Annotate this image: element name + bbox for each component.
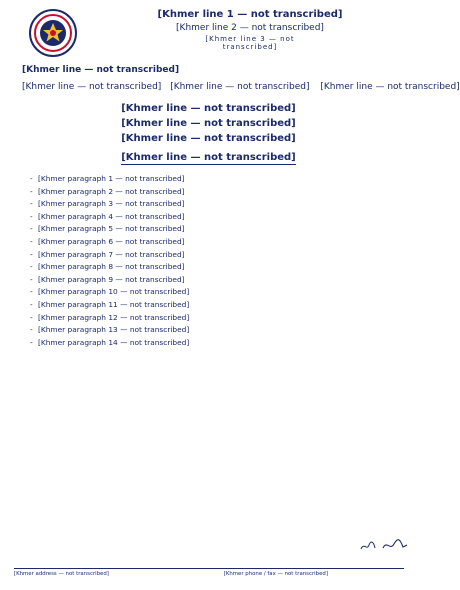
list-item: - [Khmer paragraph 2 — not transcribed] <box>30 187 405 198</box>
handwritten-signature-icon <box>382 538 408 552</box>
reference-number: [Khmer line — not transcribed] <box>170 82 310 92</box>
reference-code: [Khmer line — not transcribed] <box>320 82 460 92</box>
footer <box>14 571 406 578</box>
list-item: - [Khmer paragraph 8 — not transcribed] <box>30 262 405 273</box>
list-item: - [Khmer paragraph 12 — not transcribed] <box>30 313 405 324</box>
reference-line <box>22 81 460 93</box>
reference-label: [Khmer line — not transcribed] <box>22 82 162 92</box>
list-item: - [Khmer paragraph 9 — not transcribed] <box>30 275 405 286</box>
list-item: - [Khmer paragraph 10 — not transcribed] <box>30 287 405 298</box>
list-item: - [Khmer paragraph 6 — not transcribed] <box>30 237 405 248</box>
footer-divider <box>14 568 404 569</box>
footer-contact: [Khmer phone / fax — not transcribed] <box>223 571 328 577</box>
list-item: - [Khmer paragraph 13 — not transcribed] <box>30 325 405 336</box>
list-item: - [Khmer paragraph 1 — not transcribed] <box>30 174 405 185</box>
title-detail-text: [Khmer line — not transcribed] <box>121 152 296 163</box>
title-about: [Khmer line — not transcribed] <box>121 118 296 129</box>
document-type-title: [Khmer line — not transcribed] <box>121 103 296 114</box>
ministry-seal-icon <box>28 8 78 58</box>
footer-address: [Khmer address — not transcribed] <box>14 571 109 577</box>
list-item: - [Khmer paragraph 14 — not transcribed] <box>30 338 405 349</box>
national-motto: [Khmer line 2 — not transcribed] <box>176 23 324 33</box>
list-item: - [Khmer paragraph 7 — not transcribed] <box>30 250 405 261</box>
legal-basis-list <box>30 174 405 350</box>
list-item: - [Khmer paragraph 11 — not transcribed] <box>30 300 405 311</box>
title-detail <box>0 151 417 165</box>
header-ornament: [Khmer line 3 — not transcribed] <box>205 35 295 51</box>
kingdom-title: [Khmer line 1 — not transcribed] <box>157 9 343 20</box>
handwritten-initial-icon <box>360 540 376 552</box>
list-item: - [Khmer paragraph 5 — not transcribed] <box>30 224 405 235</box>
title-subject: [Khmer line — not transcribed] <box>121 133 296 144</box>
list-item: - [Khmer paragraph 4 — not transcribed] <box>30 212 405 223</box>
ministry-name: [Khmer line — not transcribed] <box>22 65 180 75</box>
list-item: - [Khmer paragraph 3 — not transcribed] <box>30 199 405 210</box>
